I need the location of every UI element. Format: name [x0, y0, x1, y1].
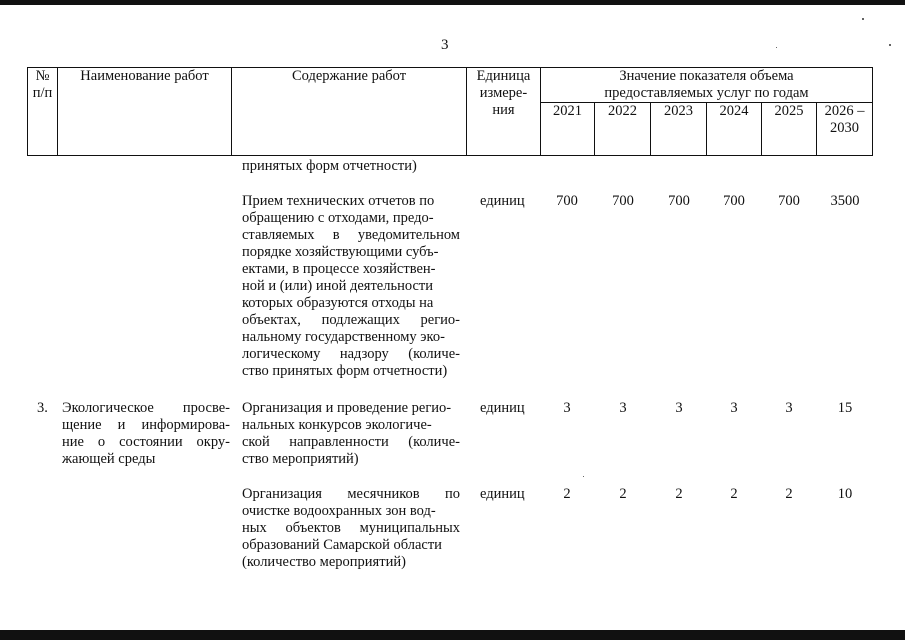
continuation-text: принятых форм отчетности) [242, 158, 417, 174]
value-2021: 700 [556, 193, 578, 209]
header-year-label: 2026 – [824, 103, 865, 119]
name-line: щение и информирова- [62, 417, 230, 433]
value-2023: 700 [668, 193, 690, 209]
content-line: ставляемых в уведомительном [242, 227, 460, 243]
header-year [594, 102, 651, 156]
content-line: ство принятых форм отчетности) [242, 363, 448, 379]
row-unit: единиц [480, 193, 525, 209]
row-content [242, 193, 460, 380]
row-number: 3. [37, 400, 48, 416]
content-line: нальному государственному эко- [242, 329, 445, 345]
scan-border-bottom [0, 630, 905, 640]
value-2022: 2 [619, 486, 627, 502]
value-2024: 2 [730, 486, 738, 502]
name-line: Экологическое просве- [62, 400, 230, 416]
content-line: которых образуются отходы на [242, 295, 434, 311]
value-2024: 3 [730, 400, 738, 416]
page-number: 3 [441, 37, 449, 53]
row-content [242, 400, 460, 468]
header-unit [466, 67, 541, 156]
header-indicator-line: предоставляемых услуг по годам [604, 85, 809, 101]
scan-border-top [0, 0, 905, 5]
content-line: образований Самарской области [242, 537, 442, 553]
header-work-content [231, 67, 467, 156]
header-work-name-label: Наименование работ [80, 68, 209, 84]
value-2025: 3 [785, 400, 793, 416]
content-line: ской направленности (количе- [242, 434, 460, 450]
row-unit: единиц [480, 486, 525, 502]
header-year [706, 102, 762, 156]
value-2026-2030: 3500 [830, 193, 860, 209]
scan-speck [889, 44, 891, 46]
header-num-line: № [35, 68, 50, 84]
value-2026-2030: 10 [837, 486, 853, 502]
content-line: нальных конкурсов экологиче- [242, 417, 432, 433]
table-header [27, 67, 873, 156]
row-unit: единиц [480, 400, 525, 416]
content-line: Прием технических отчетов по [242, 193, 435, 209]
name-line: ние о состоянии окру- [62, 434, 230, 450]
header-year-label: 2022 [608, 103, 637, 119]
header-year-label: 2025 [774, 103, 804, 119]
header-unit-line: измере- [479, 85, 528, 101]
content-line: логическому надзору (количе- [242, 346, 460, 362]
header-year [650, 102, 707, 156]
content-line: (количество мероприятий) [242, 554, 406, 570]
scan-speck [583, 476, 584, 477]
value-2025: 2 [785, 486, 793, 502]
header-work-content-label: Содержание работ [291, 68, 407, 84]
scan-speck [862, 18, 864, 20]
value-2026-2030: 15 [837, 400, 853, 416]
header-year-label: 2024 [719, 103, 749, 119]
content-line: Организация и проведение регио- [242, 400, 452, 416]
header-year [761, 102, 817, 156]
content-line: порядке хозяйствующими субъ- [242, 244, 439, 260]
row-content [242, 486, 460, 571]
header-num-line: п/п [32, 85, 53, 101]
content-line: ной и (или) иной деятельности [242, 278, 433, 294]
content-line: обращению с отходами, предо- [242, 210, 434, 226]
value-2021: 2 [563, 486, 571, 502]
value-2024: 700 [723, 193, 745, 209]
value-2021: 3 [563, 400, 571, 416]
header-year [540, 102, 595, 156]
content-line: очистке водоохранных зон вод- [242, 503, 436, 519]
header-unit-line: Единица [476, 68, 531, 84]
value-2023: 2 [675, 486, 683, 502]
header-year [816, 102, 873, 156]
content-line: ных объектов муниципальных [242, 520, 460, 536]
value-2022: 700 [612, 193, 634, 209]
value-2025: 700 [778, 193, 800, 209]
content-line: ектами, в процессе хозяйствен- [242, 261, 436, 277]
value-2023: 3 [675, 400, 683, 416]
header-year-label: 2030 [830, 120, 859, 136]
content-line: ство мероприятий) [242, 451, 359, 467]
content-line: объектах, подлежащих регио- [242, 312, 460, 328]
header-unit-line: ния [492, 102, 515, 118]
header-year-label: 2021 [553, 103, 582, 119]
header-work-name [57, 67, 232, 156]
content-line: Организация месячников по [242, 486, 460, 502]
header-indicator [540, 67, 873, 103]
header-num [27, 67, 58, 156]
header-indicator-line: Значение показателя объема [619, 68, 794, 84]
row-work-name [62, 400, 230, 468]
header-year-label: 2023 [664, 103, 693, 119]
scan-speck [776, 47, 777, 48]
value-2022: 3 [619, 400, 627, 416]
name-line: жающей среды [62, 451, 156, 467]
